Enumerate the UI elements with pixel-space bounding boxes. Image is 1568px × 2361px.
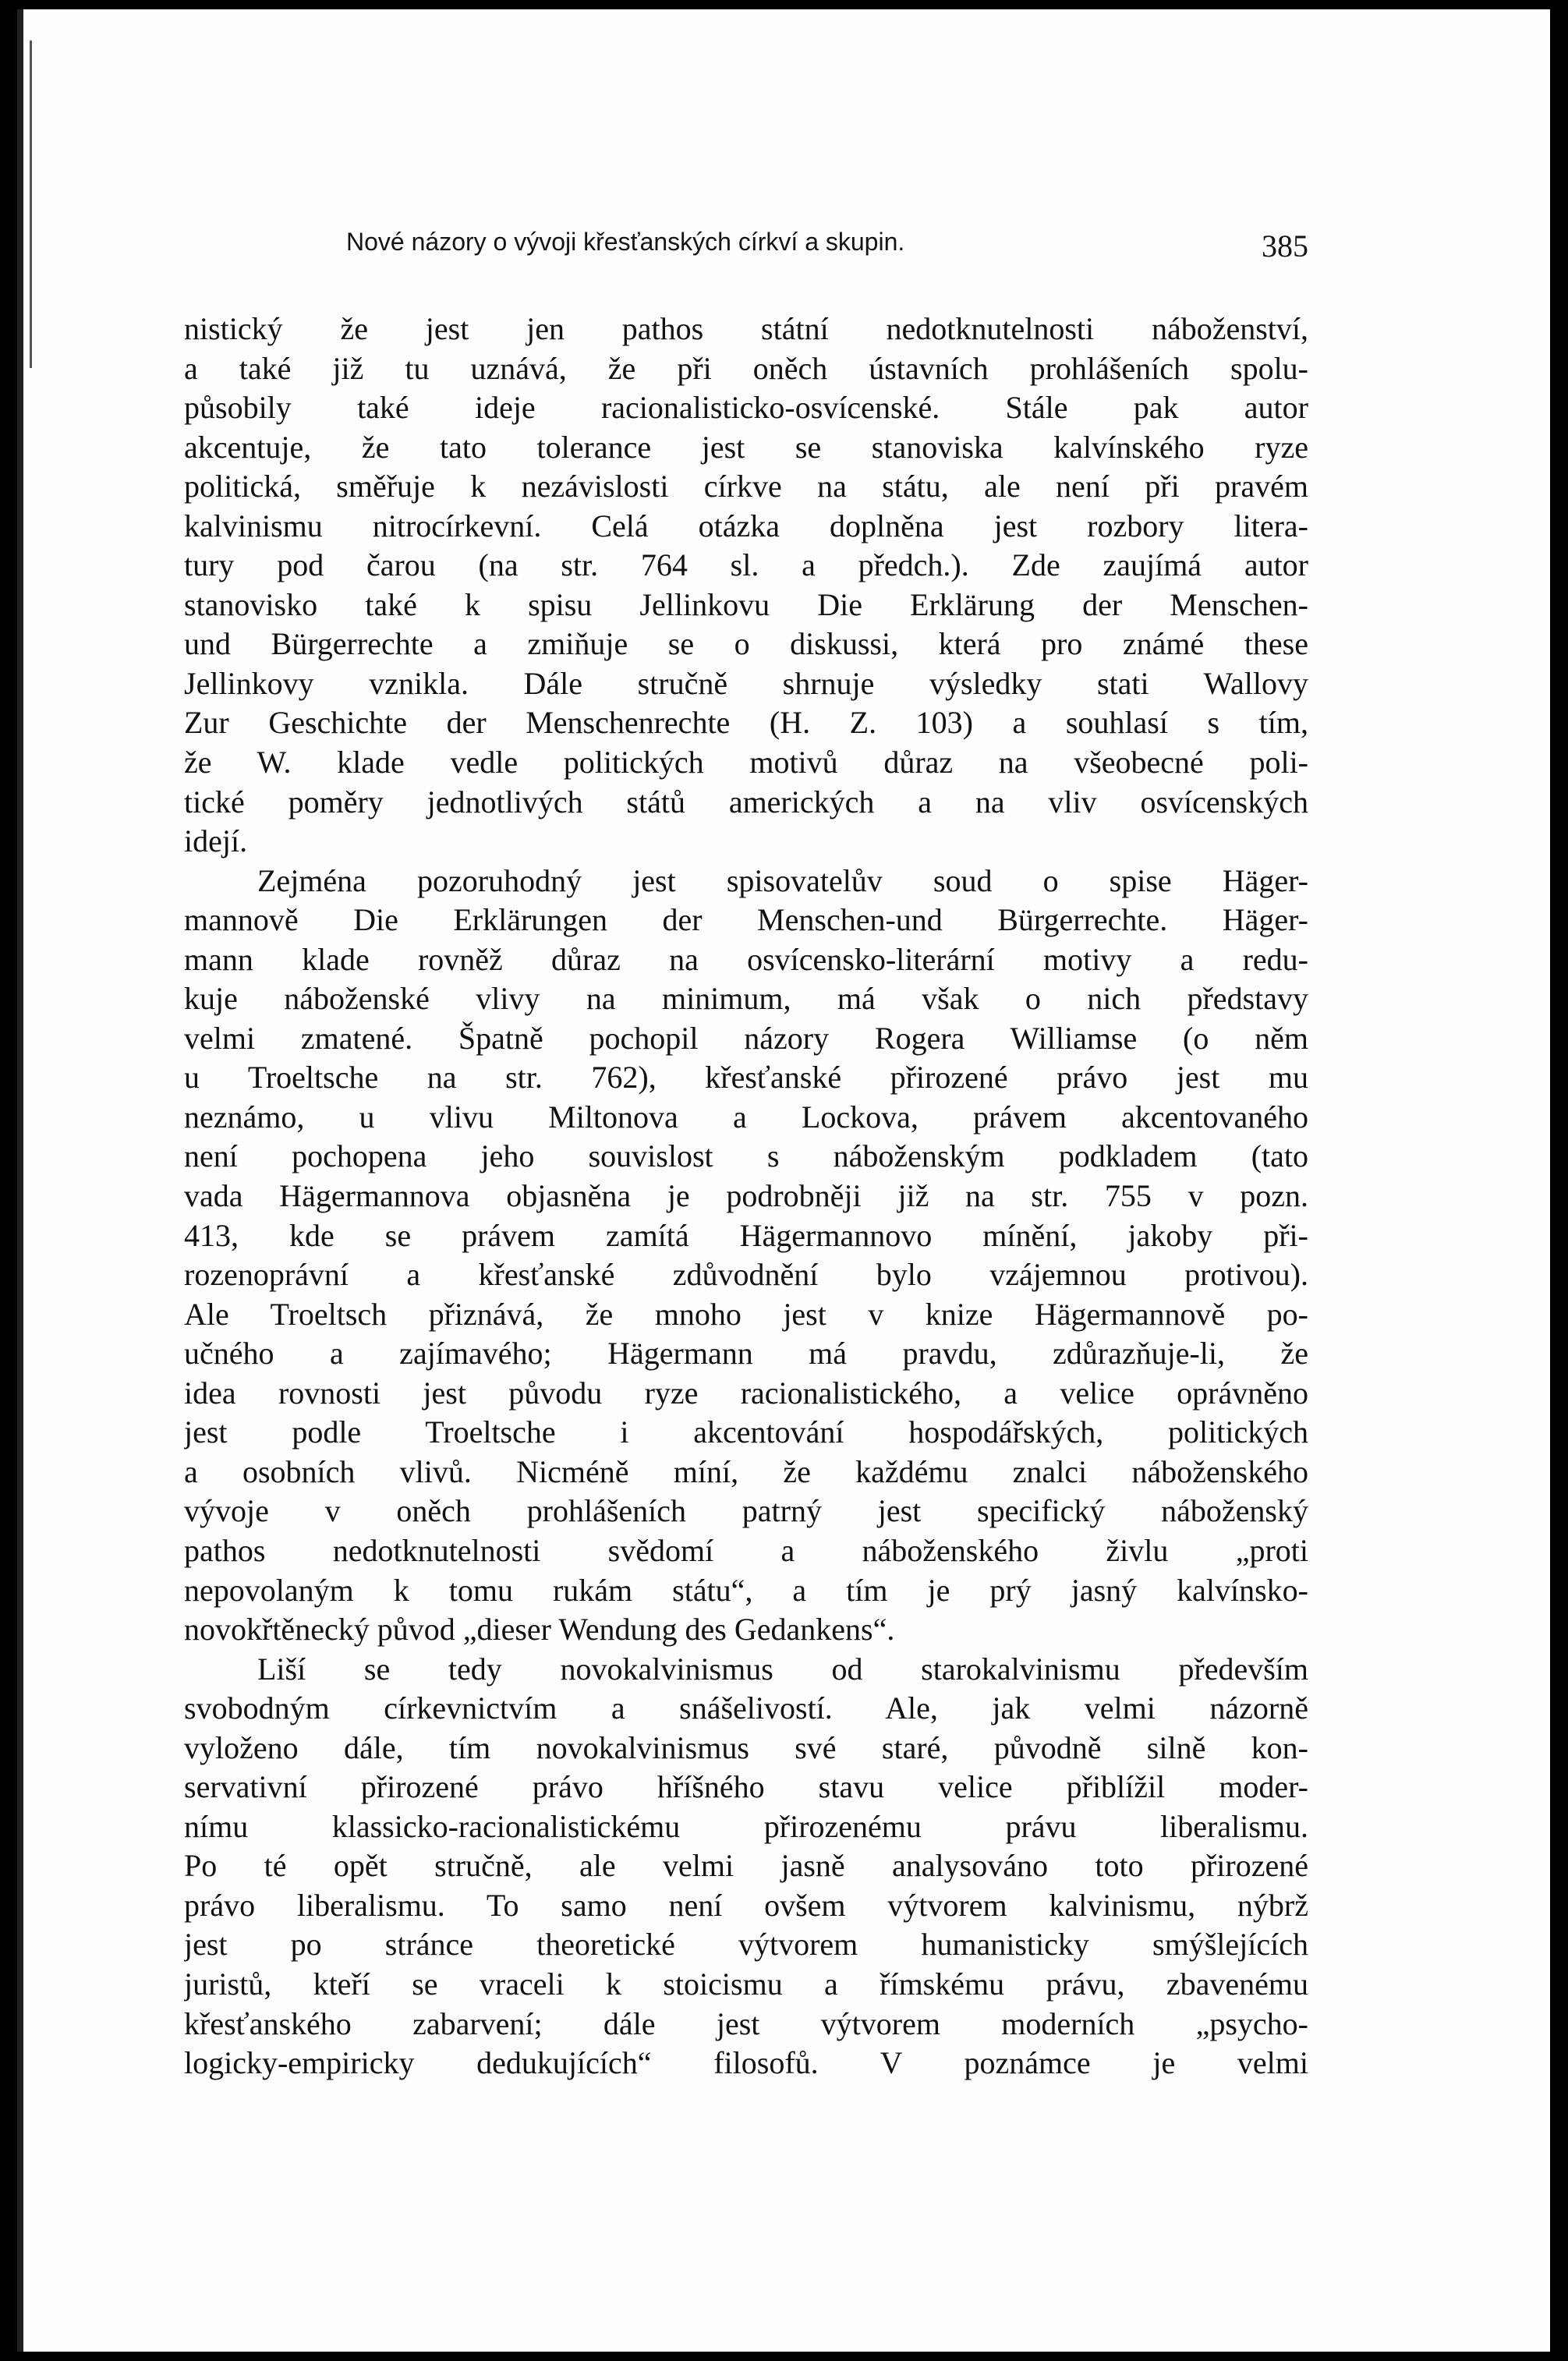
text-line: křesťanského zabarvení; dále jest výtvorem moderních „psycho- [184,2005,1308,2041]
text-line: svobodným církevnictvím a snášelivostí. Ale, jak velmi názorně [184,1690,1308,1726]
text-line: idejí. [184,823,248,859]
text-line: jest po stránce theoretické výtvorem humanisticky smýšlejících [184,1927,1308,1963]
text-line: vyloženo dále, tím novokalvinismus své staré, původně silně kon- [184,1729,1308,1765]
book-page [17,9,1550,2352]
text-line: Liší se tedy novokalvinismus od starokalvinismu především [257,1651,1308,1687]
text-line: působily také ideje racionalisticko-osvícenské. Stále pak autor [184,390,1308,426]
text-line: pathos nedotknutelnosti svědomí a náboženského živlu „proti [184,1532,1308,1568]
text-line: Jellinkovy vznikla. Dále stručně shrnuje výsledky stati Wallovy [184,665,1308,701]
text-line: nepovolaným k tomu rukám státu“, a tím je prý jasný kalvínsko- [184,1572,1308,1608]
running-head: Nové názory o vývoji křesťanských církví a skupin. [346,228,905,256]
text-line: kuje náboženské vlivy na minimum, má však o nich představy [184,981,1308,1017]
text-line: stanovisko také k spisu Jellinkovu Die Erklärung der Menschen- [184,586,1308,622]
text-line: rozenoprávní a křesťanské zdůvodnění bylo vzájemnou protivou). [184,1257,1308,1293]
text-line: vývoje v oněch prohlášeních patrný jest specifický náboženský [184,1493,1308,1529]
text-line: logicky-empiricky dedukujících“ filosofů. V poznámce je velmi [184,2045,1308,2081]
body-text [184,310,1308,2083]
text-line: akcentuje, že tato tolerance jest se stanoviska kalvínského ryze [184,429,1308,465]
text-line: novokřtěnecký původ „dieser Wendung des Gedankens“. [184,1612,895,1648]
text-line: a také již tu uznává, že při oněch ústavních prohlášeních spolu- [184,350,1308,386]
text-line: 413, kde se právem zamítá Hägermannovo mínění, jakoby při- [184,1217,1308,1253]
text-line: nistický že jest jen pathos státní nedotknutelnosti náboženství, [184,311,1308,346]
text-line: nímu klassicko-racionalistickému přirozenému právu liberalismu. [184,1808,1308,1844]
text-line: kalvinismu nitrocírkevní. Celá otázka doplněna jest rozbory litera- [184,508,1308,543]
page-number: 385 [1262,228,1308,264]
binding-mark [30,41,32,368]
page-header [346,228,1308,274]
text-line: jest podle Troeltsche i akcentování hospodářských, politických [184,1414,1308,1450]
text-line: učného a zajímavého; Hägermann má pravdu, zdůrazňuje-li, že [184,1336,1308,1372]
text-line: und Bürgerrechte a zmiňuje se o diskussi, která pro známé these [184,626,1308,662]
text-line: Ale Troeltsch přiznává, že mnoho jest v knize Hägermannově po- [184,1296,1308,1332]
text-line: servativní přirozené právo hříšného stavu velice přiblížil moder- [184,1769,1308,1805]
text-line: právo liberalismu. To samo není ovšem výtvorem kalvinismu, nýbrž [184,1887,1308,1923]
text-line: tury pod čarou (na str. 764 sl. a předch.). Zde zaujímá autor [184,547,1308,583]
text-line: mannově Die Erklärungen der Menschen-und Bürgerrechte. Häger- [184,902,1308,938]
text-line: u Troeltsche na str. 762), křesťanské přirozené právo jest mu [184,1060,1308,1096]
text-line: juristů, kteří se vraceli k stoicismu a římskému právu, zbavenému [184,1966,1308,2002]
text-line: Zur Geschichte der Menschenrechte (H. Z. 103) a souhlasí s tím, [184,705,1308,741]
text-line: mann klade rovněž důraz na osvícensko-literární motivy a redu- [184,941,1308,977]
text-line: Po té opět stručně, ale velmi jasně analysováno toto přirozené [184,1848,1308,1884]
text-line: a osobních vlivů. Nicméně míní, že každému znalci náboženského [184,1453,1308,1489]
text-line: není pochopena jeho souvislost s náboženským podkladem (tato [184,1138,1308,1174]
text-line: velmi zmatené. Špatně pochopil názory Rogera Williamse (o něm [184,1020,1308,1056]
text-line: neznámo, u vlivu Miltonova a Lockova, právem akcentovaného [184,1099,1308,1134]
page-edge-shadow [17,9,23,2352]
text-line: tické poměry jednotlivých států amerických a na vliv osvícenských [184,784,1308,819]
text-line: vada Hägermannova objasněna je podrobněji již na str. 755 v pozn. [184,1178,1308,1214]
text-line: politická, směřuje k nezávislosti církve na státu, ale není při pravém [184,469,1308,504]
text-line: že W. klade vedle politických motivů důraz na všeobecné poli- [184,745,1308,781]
text-line: Zejména pozoruhodný jest spisovatelův soud o spise Häger- [257,862,1308,898]
text-line: idea rovnosti jest původu ryze racionalistického, a velice oprávněno [184,1375,1308,1411]
